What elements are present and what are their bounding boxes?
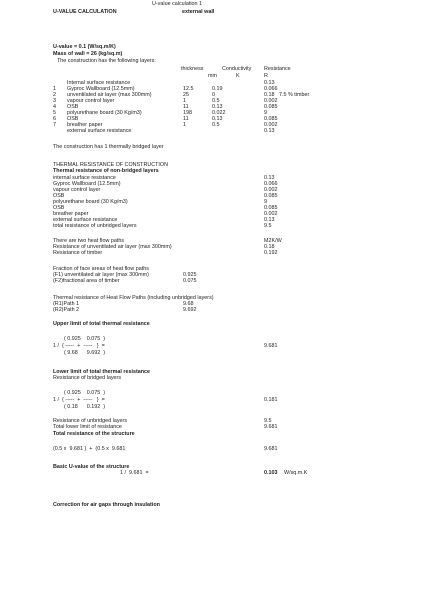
row-name: OSB bbox=[67, 116, 79, 122]
item-label: Resistance of unbridged layers bbox=[53, 418, 128, 424]
item-label: polyurethane board (30 Kg/m3) bbox=[53, 199, 128, 205]
item-value: 0.075 bbox=[183, 278, 197, 284]
item-label: There are two heat flow paths bbox=[53, 238, 125, 244]
lower-formula-line: 1 / { ----- + ----- } = bbox=[53, 397, 105, 403]
row-resistance: 0.002 bbox=[264, 98, 278, 104]
row-name: Gyproc Wallboard (12.5mm) bbox=[67, 86, 135, 92]
basic-uvalue-formula: 1 / 9.681 = bbox=[120, 470, 149, 476]
upper-limit-title: Upper limit of total thermal resistance bbox=[53, 321, 150, 327]
item-value: 9.692 bbox=[183, 307, 197, 313]
row-num: 7 bbox=[53, 122, 56, 128]
item-label: Resistance of timber bbox=[53, 250, 103, 256]
mass-summary: Mass of wall = 26 (kg/sq.m) bbox=[53, 51, 123, 57]
row-resistance: 0.18 bbox=[264, 92, 275, 98]
section-title: THERMAL RESISTANCE OF CONSTRUCTION bbox=[53, 162, 169, 168]
row-conductivity: 0 bbox=[212, 92, 215, 98]
page-label: U-value calculation 1 bbox=[152, 1, 203, 7]
item-value: 9.5 bbox=[264, 418, 272, 424]
item-value: 0.066 bbox=[264, 181, 278, 187]
lower-limit-result: 0.181 bbox=[264, 397, 278, 403]
row-num: 3 bbox=[53, 98, 56, 104]
row-resistance: 0.13 bbox=[264, 80, 275, 86]
item-value: 0.925 bbox=[183, 272, 197, 278]
item-label: vapour control layer bbox=[53, 187, 101, 193]
col-header-conductivity: Conductivity bbox=[222, 66, 252, 72]
row-num: 6 bbox=[53, 116, 56, 122]
row-thickness: 1 bbox=[183, 122, 186, 128]
item-value: 9.681 bbox=[264, 424, 278, 430]
upper-limit-result: 9.681 bbox=[264, 343, 278, 349]
document-title: U-VALUE CALCULATION bbox=[53, 9, 117, 15]
item-label: OSB bbox=[53, 193, 65, 199]
row-note: 7.5 % timber bbox=[279, 92, 310, 98]
upper-formula-denominators: ( 9.68 9.692 ) bbox=[64, 350, 106, 356]
row-conductivity: 0.5 bbox=[212, 122, 220, 128]
item-label: Resistance of unventilated air layer (max 300mm) bbox=[53, 244, 172, 250]
item-value: 0.002 bbox=[264, 187, 278, 193]
lower-limit-title: Lower limit of total thermal resistance bbox=[53, 369, 151, 375]
row-thickness: 1 bbox=[183, 98, 186, 104]
item-label: (R1)Path 1 bbox=[53, 301, 80, 307]
row-conductivity: 0.5 bbox=[212, 98, 220, 104]
row-resistance: 0.085 bbox=[264, 104, 278, 110]
item-label: total resistance of unbridged layers bbox=[53, 223, 137, 229]
lower-limit-subtitle: Resistance of bridged layers bbox=[53, 375, 122, 381]
row-resistance: 0.085 bbox=[264, 116, 278, 122]
col-header-resistance: Resistance bbox=[264, 66, 291, 72]
row-conductivity: 0.13 bbox=[212, 116, 223, 122]
item-value: 0.192 bbox=[264, 250, 278, 256]
item-value: 0.13 bbox=[264, 175, 275, 181]
thermal-paths-title: Thermal resistance of Heat Flow Paths (including unbridged layers) bbox=[53, 295, 214, 301]
row-resistance: 0.066 bbox=[264, 86, 278, 92]
row-name: external surface resistance bbox=[67, 128, 132, 134]
row-conductivity: 0.19 bbox=[212, 86, 223, 92]
row-thickness: 198 bbox=[183, 110, 192, 116]
col-header-thickness: thickness bbox=[181, 66, 204, 72]
lower-formula-numerators: ( 0.925 0.075 ) bbox=[64, 390, 106, 396]
item-label: (F2)fractional area of timber bbox=[53, 278, 120, 284]
row-thickness: 11 bbox=[183, 116, 189, 122]
row-num: 4 bbox=[53, 104, 56, 110]
item-label: (F1) unventilated air layer (max 300mm) bbox=[53, 272, 149, 278]
row-resistance: 0.13 bbox=[264, 128, 275, 134]
row-conductivity: 0.022 bbox=[212, 110, 226, 116]
lower-formula-denominators: ( 0.18 0.192 ) bbox=[64, 404, 106, 410]
basic-uvalue-value: 0.103 bbox=[264, 470, 278, 476]
unit-resistance: R bbox=[264, 73, 268, 79]
row-resistance: 9 bbox=[264, 110, 267, 116]
unit-conductivity: K bbox=[236, 73, 240, 79]
row-num: 2 bbox=[53, 92, 56, 98]
total-resistance-formula: (0.5 x 9.681 ) + (0.5 x 9.681 bbox=[53, 446, 126, 452]
upper-formula-line: 1 / { ----- + ----- } = bbox=[53, 343, 105, 349]
row-resistance: 0.002 bbox=[264, 122, 278, 128]
uvalue-summary: U-value = 0.1 (W/sq.m/K) bbox=[53, 44, 116, 50]
item-label: breather paper bbox=[53, 211, 89, 217]
row-thickness: 25 bbox=[183, 92, 189, 98]
item-value: 9.5 bbox=[264, 223, 272, 229]
item-value: 0.085 bbox=[264, 205, 278, 211]
item-value: 0.085 bbox=[264, 193, 278, 199]
item-label: external surface resistance bbox=[53, 217, 118, 223]
total-resistance-title: Total resistance of the structure bbox=[53, 431, 135, 437]
row-thickness: 11 bbox=[183, 104, 189, 110]
basic-uvalue-unit: W/sq.m.K bbox=[284, 470, 308, 476]
row-num: 1 bbox=[53, 86, 56, 92]
unit-thickness: mm bbox=[208, 73, 217, 79]
row-name: unventilated air layer (max 300mm) bbox=[67, 92, 152, 98]
item-label: (R2)Path 2 bbox=[53, 307, 80, 313]
bridged-note: The construction has 1 thermally bridged layer bbox=[53, 144, 164, 150]
row-name: polyurethane board (30 Kg/m3) bbox=[67, 110, 142, 116]
section-subtitle: Thermal resistance of non-bridged layers bbox=[53, 168, 159, 174]
basic-uvalue-title: Basic U-value of the structure bbox=[53, 464, 130, 470]
row-conductivity: 0.13 bbox=[212, 104, 223, 110]
item-value: 0.18 bbox=[264, 244, 275, 250]
row-name: Internal surface resistance bbox=[67, 80, 131, 86]
row-name: vapour control layer bbox=[67, 98, 115, 104]
row-name: breather paper bbox=[67, 122, 103, 128]
item-label: OSB bbox=[53, 205, 65, 211]
row-name: OSB bbox=[67, 104, 79, 110]
upper-formula-numerators: ( 0.925 0.075 ) bbox=[64, 336, 106, 342]
document-subtitle: external wall bbox=[182, 9, 215, 15]
fraction-title: Fraction of face areas of heat flow paths bbox=[53, 266, 149, 272]
item-value: 9.68 bbox=[183, 301, 194, 307]
item-label: internal surface resistance bbox=[53, 175, 116, 181]
total-resistance-value: 9.681 bbox=[264, 446, 278, 452]
row-thickness: 12.5 bbox=[183, 86, 194, 92]
correction-title: Correction for air gaps through insulation bbox=[53, 502, 160, 508]
item-label: Gyproc Wallboard (12.5mm) bbox=[53, 181, 121, 187]
layers-intro: The construction has the following layers: bbox=[57, 58, 156, 64]
item-value: M2K/W bbox=[264, 238, 282, 244]
item-value: 0.002 bbox=[264, 211, 278, 217]
item-value: 9 bbox=[264, 199, 267, 205]
item-label: Total lower limit of resistance bbox=[53, 424, 122, 430]
item-value: 0.13 bbox=[264, 217, 275, 223]
row-num: 5 bbox=[53, 110, 56, 116]
